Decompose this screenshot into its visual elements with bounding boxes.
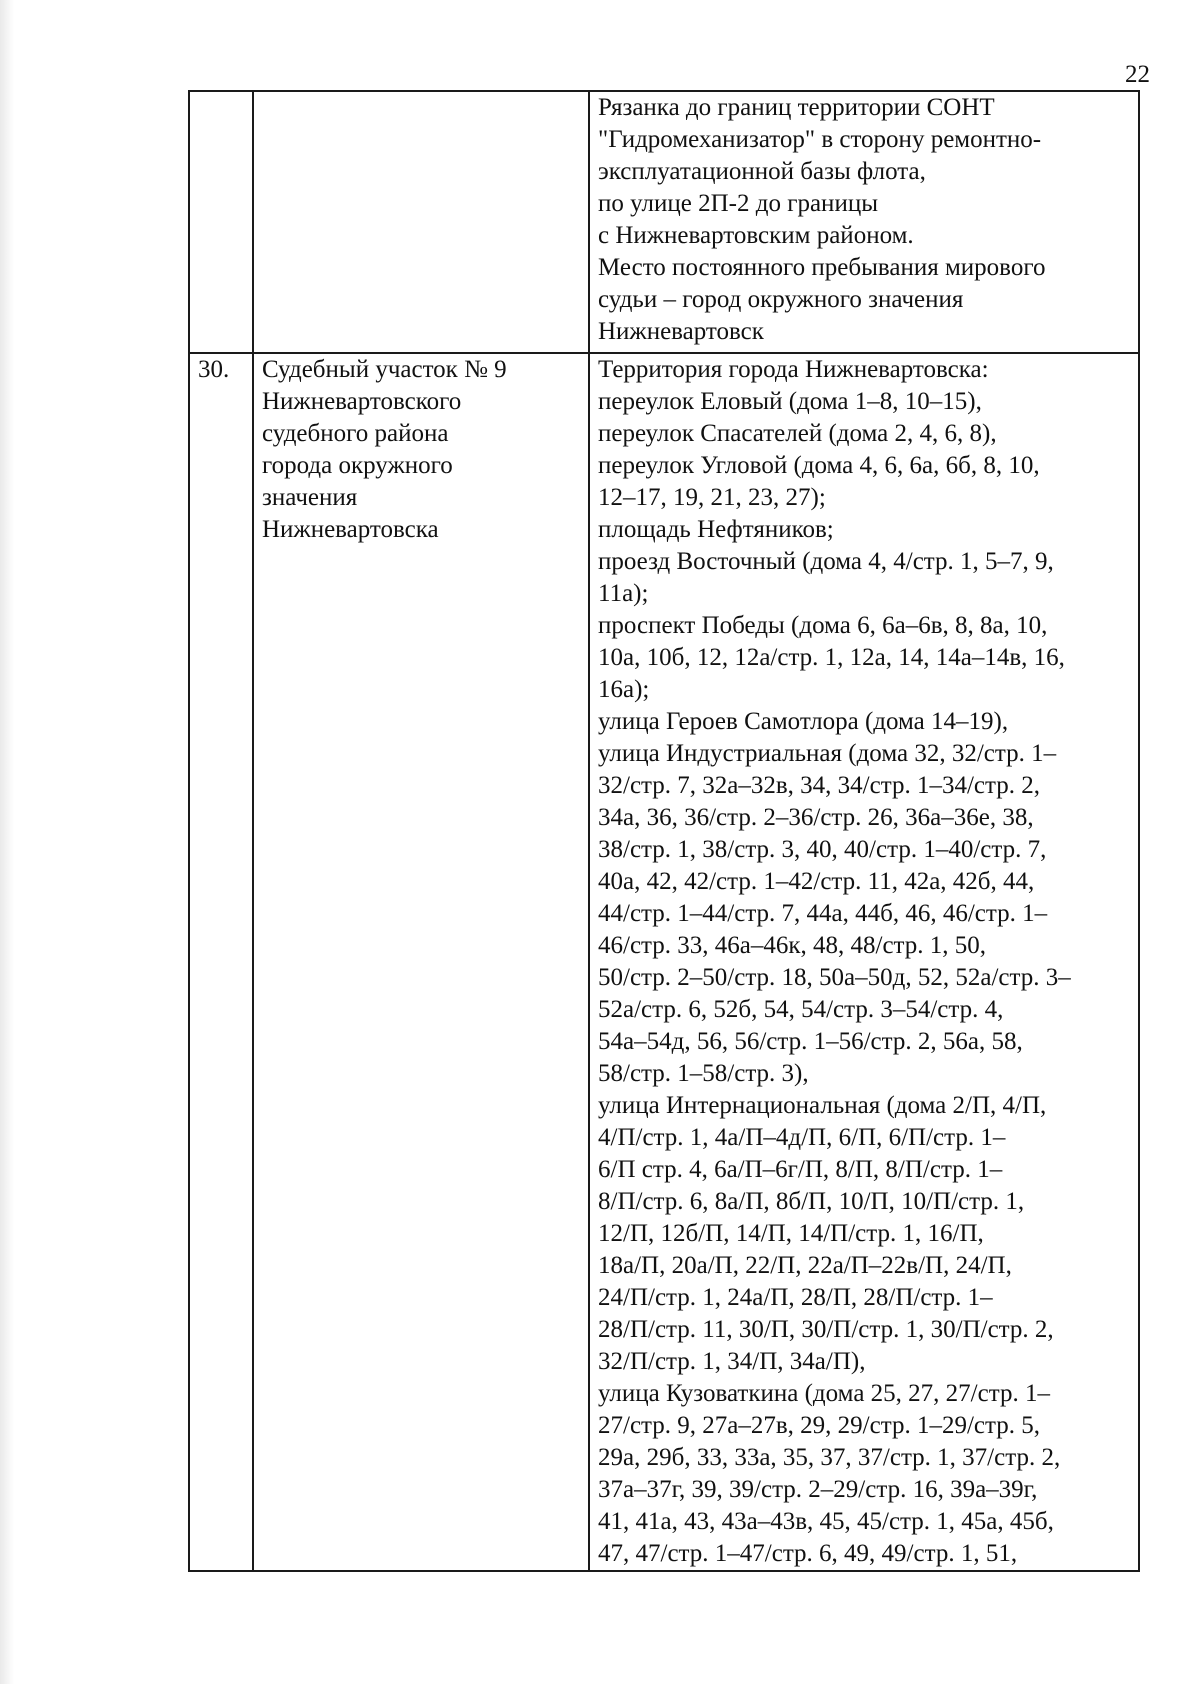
- text-line: 12/П, 12б/П, 14/П, 14/П/стр. 1, 16/П,: [598, 1220, 984, 1247]
- text-line: 40а, 42, 42/стр. 1–42/стр. 11, 42а, 42б, 44,: [598, 868, 1035, 895]
- page-number: 22: [1125, 61, 1150, 88]
- text-line: судебного района: [262, 420, 449, 447]
- court-districts-table: [188, 90, 1140, 1572]
- text-line: улица Героев Самотлора (дома 14–19),: [598, 708, 1009, 735]
- text-line: судьи – город окружного значения: [598, 286, 964, 313]
- text-line: 4/П/стр. 1, 4а/П–4д/П, 6/П, 6/П/стр. 1–: [598, 1124, 1006, 1151]
- text-line: 44/стр. 1–44/стр. 7, 44а, 44б, 46, 46/стр. 1–: [598, 900, 1048, 927]
- text-line: проспект Победы (дома 6, 6а–6в, 8, 8а, 10,: [598, 612, 1048, 639]
- text-line: 41, 41а, 43, 43а–43в, 45, 45/стр. 1, 45а, 45б,: [598, 1508, 1054, 1535]
- text-line: 12–17, 19, 21, 23, 27);: [598, 484, 826, 511]
- text-line: переулок Еловый (дома 1–8, 10–15),: [598, 388, 982, 415]
- district-name-cell: [253, 353, 589, 1571]
- table-row: [189, 91, 1139, 353]
- text-line: с Нижневартовским районом.: [598, 222, 914, 249]
- table-row: [189, 353, 1139, 1571]
- text-line: эксплуатационной базы флота,: [598, 158, 926, 185]
- text-line: 6/П стр. 4, 6а/П–6г/П, 8/П, 8/П/стр. 1–: [598, 1156, 1003, 1183]
- text-line: Нижневартовска: [262, 516, 439, 543]
- text-line: города окружного: [262, 452, 453, 479]
- text-line: улица Индустриальная (дома 32, 32/стр. 1–: [598, 740, 1057, 767]
- text-line: 32/П/стр. 1, 34/П, 34а/П),: [598, 1348, 866, 1375]
- text-line: 24/П/стр. 1, 24а/П, 28/П, 28/П/стр. 1–: [598, 1284, 993, 1311]
- text-line: Место постоянного пребывания мирового: [598, 254, 1046, 281]
- text-line: переулок Угловой (дома 4, 6, 6а, 6б, 8, 10,: [598, 452, 1040, 479]
- text-line: 18а/П, 20а/П, 22/П, 22а/П–22в/П, 24/П,: [598, 1252, 1012, 1279]
- territory-description-cell: [589, 91, 1139, 353]
- text-line: улица Кузоваткина (дома 25, 27, 27/стр. 1–: [598, 1380, 1050, 1407]
- scan-left-edge: [0, 0, 14, 1684]
- text-line: 28/П/стр. 11, 30/П, 30/П/стр. 1, 30/П/стр. 2,: [598, 1316, 1054, 1343]
- text-line: 27/стр. 9, 27а–27в, 29, 29/стр. 1–29/стр. 5,: [598, 1412, 1040, 1439]
- text-line: проезд Восточный (дома 4, 4/стр. 1, 5–7, 9,: [598, 548, 1054, 575]
- text-line: 50/стр. 2–50/стр. 18, 50а–50д, 52, 52а/стр. 3–: [598, 964, 1071, 991]
- text-line: площадь Нефтяников;: [598, 516, 834, 543]
- text-line: Судебный участок № 9: [262, 356, 507, 383]
- text-line: значения: [262, 484, 358, 511]
- text-line: 52а/стр. 6, 52б, 54, 54/стр. 3–54/стр. 4,: [598, 996, 1004, 1023]
- text-line: переулок Спасателей (дома 2, 4, 6, 8),: [598, 420, 997, 447]
- text-line: 10а, 10б, 12, 12а/стр. 1, 12а, 14, 14а–14в, 16,: [598, 644, 1065, 671]
- text-line: Нижневартовского: [262, 388, 462, 415]
- district-name-cell: [253, 91, 589, 353]
- text-line: "Гидромеханизатор" в сторону ремонтно-: [598, 126, 1042, 153]
- text-line: 8/П/стр. 6, 8а/П, 8б/П, 10/П, 10/П/стр. 1,: [598, 1188, 1025, 1215]
- text-line: 58/стр. 1–58/стр. 3),: [598, 1060, 809, 1087]
- text-line: Территория города Нижневартовска:: [598, 356, 989, 383]
- text-line: 54а–54д, 56, 56/стр. 1–56/стр. 2, 56а, 58,: [598, 1028, 1023, 1055]
- row-number-cell: [189, 91, 253, 353]
- row-number-cell: 30.: [189, 353, 253, 1571]
- territory-description-cell: [589, 353, 1139, 1571]
- text-line: улица Интернациональная (дома 2/П, 4/П,: [598, 1092, 1047, 1119]
- text-line: Рязанка до границ территории СОНТ: [598, 94, 995, 121]
- text-line: по улице 2П-2 до границы: [598, 190, 878, 217]
- text-line: 16а);: [598, 676, 650, 703]
- text-line: 34а, 36, 36/стр. 2–36/стр. 26, 36а–36е, 38,: [598, 804, 1034, 831]
- text-line: 46/стр. 33, 46а–46к, 48, 48/стр. 1, 50,: [598, 932, 987, 959]
- text-line: 32/стр. 7, 32а–32в, 34, 34/стр. 1–34/стр. 2,: [598, 772, 1040, 799]
- text-line: Нижневартовск: [598, 318, 764, 345]
- text-line: 29а, 29б, 33, 33а, 35, 37, 37/стр. 1, 37/стр. 2,: [598, 1444, 1061, 1471]
- text-line: 37а–37г, 39, 39/стр. 2–29/стр. 16, 39а–39г,: [598, 1476, 1038, 1503]
- text-line: 47, 47/стр. 1–47/стр. 6, 49, 49/стр. 1, 51,: [598, 1540, 1018, 1567]
- text-line: 11а);: [598, 580, 649, 607]
- text-line: 38/стр. 1, 38/стр. 3, 40, 40/стр. 1–40/стр. 7,: [598, 836, 1047, 863]
